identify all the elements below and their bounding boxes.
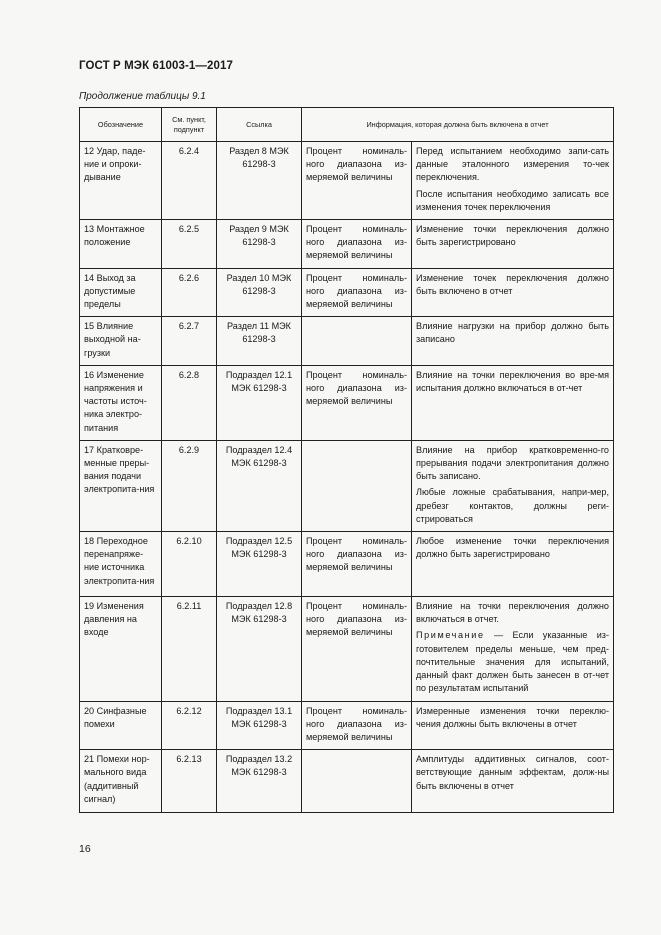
cell-clause: 6.2.6 [162,268,217,317]
table-row [80,532,614,597]
cell-info [412,317,614,366]
cell-designation: 19 Изменения давления на входе [80,597,162,701]
cell-clause: 6.2.7 [162,317,217,366]
cell-designation: 18 Переходное перенапряже-ние источника электропита-ния [80,532,162,597]
cell-measurand [302,750,412,813]
info-paragraph: Любые ложные срабатывания, напри-мер, дребезг контактов, должны реги-стрироваться [416,487,609,524]
cell-reference: Раздел 9 МЭК 61298-3 [217,220,302,269]
cell-reference: Раздел 8 МЭК 61298-3 [217,142,302,220]
info-paragraph: Влияние на точки переключения во вре-мя испытания должно включаться в от-чет [416,369,609,394]
cell-info [412,440,614,531]
cell-reference: Подраздел 12.8 МЭК 61298-3 [217,597,302,701]
cell-designation: 15 Влияние выходной на-грузки [80,317,162,366]
header-reference: Ссылка [217,108,302,142]
table-caption: Продолжение таблицы 9.1 [79,91,206,102]
cell-info [412,532,614,597]
cell-designation: 17 Кратковре-менные преры-вания подачи электропита-ния [80,440,162,531]
table-row [80,440,614,531]
info-paragraph: Амплитуды аддитивных сигналов, соот-ветствующие данным эффектам, долж-ны быть включены в отчет [416,754,609,791]
cell-measurand: Процент номиналь-ного диапазона из-меряемой величины [302,220,412,269]
cell-clause: 6.2.9 [162,440,217,531]
cell-clause: 6.2.10 [162,532,217,597]
cell-measurand: Процент номиналь-ного диапазона из-меряемой величины [302,365,412,440]
cell-info [412,220,614,269]
cell-reference: Подраздел 13.2 МЭК 61298-3 [217,750,302,813]
cell-designation: 14 Выход за допустимые пределы [80,268,162,317]
table-row [80,701,614,750]
info-paragraph: После испытания необходимо записать все изменения точек переключения [416,188,609,212]
table-row [80,142,614,220]
cell-info [412,701,614,750]
cell-measurand [302,440,412,531]
header-report-info: Информация, которая должна быть включена в отчет [302,108,614,142]
info-paragraph: Перед испытанием необходимо запи-сать данные эталонного измерения то-чек переключения. [416,146,609,183]
cell-clause: 6.2.8 [162,365,217,440]
cell-reference: Подраздел 12.1 МЭК 61298-3 [217,365,302,440]
note-label: Примечание [416,630,485,641]
cell-info [412,268,614,317]
info-paragraph: Влияние на прибор кратковременно-го прерывания подачи электропитания должно быть записано. [416,444,609,482]
cell-measurand: Процент номиналь-ного диапазона из-меряемой величины [302,142,412,220]
cell-reference: Подраздел 13.1 МЭК 61298-3 [217,701,302,750]
cell-designation: 20 Синфазные помехи [80,701,162,750]
info-paragraph: Изменение точки переключения должно быть зарегистрировано [416,224,609,248]
info-paragraph: Изменение точек переключения должно быть включено в отчет [416,272,609,296]
table-row [80,597,614,701]
cell-designation: 13 Монтажное положение [80,220,162,269]
cell-clause: 6.2.5 [162,220,217,269]
note-paragraph [416,629,609,695]
table-row [80,268,614,317]
cell-clause: 6.2.11 [162,597,217,701]
header-clause: См. пункт, подпункт [162,108,217,142]
note-text: — Если указанные из-готовителем пределы меньше, чем пред-почтительные значения для испытаний, данный факт должен быть занесен в от-чет по результатам испытаний [416,630,609,694]
info-paragraph: Влияние на точки переключения должно включаться в отчет. [416,601,609,625]
cell-measurand: Процент номиналь-ного диапазона из-меряемой величины [302,268,412,317]
requirements-table [79,107,614,813]
cell-info [412,142,614,220]
page-number: 16 [79,843,91,855]
cell-measurand: Процент номиналь-ного диапазона из-меряемой величины [302,701,412,750]
cell-clause: 6.2.13 [162,750,217,813]
cell-info [412,750,614,813]
table-header-row [80,108,614,142]
cell-reference: Раздел 10 МЭК 61298-3 [217,268,302,317]
cell-designation: 16 Изменение напряжения и частоты источ-ника электро-питания [80,365,162,440]
cell-reference: Раздел 11 МЭК 61298-3 [217,317,302,366]
cell-measurand [302,317,412,366]
cell-clause: 6.2.4 [162,142,217,220]
cell-info [412,597,614,701]
cell-designation: 12 Удар, паде-ние и опроки-дывание [80,142,162,220]
document-title: ГОСТ Р МЭК 61003-1—2017 [79,60,233,72]
info-paragraph: Любое изменение точки переключения должно быть зарегистрировано [416,536,609,560]
table-row [80,220,614,269]
info-paragraph: Измеренные изменения точки переклю-чения должны быть включены в отчет [416,705,609,729]
header-designation: Обозначение [80,108,162,142]
cell-designation: 21 Помехи нор-мального вида (аддитивный сигнал) [80,750,162,813]
table-row [80,750,614,813]
cell-info [412,365,614,440]
cell-measurand: Процент номиналь-ного диапазона из-меряемой величины [302,597,412,701]
cell-clause: 6.2.12 [162,701,217,750]
cell-reference: Подраздел 12.5 МЭК 61298-3 [217,532,302,597]
table-row [80,317,614,366]
cell-reference: Подраздел 12.4 МЭК 61298-3 [217,440,302,531]
info-paragraph: Влияние нагрузки на прибор должно быть записано [416,321,609,345]
table-row [80,365,614,440]
cell-measurand: Процент номиналь-ного диапазона из-меряемой величины [302,532,412,597]
